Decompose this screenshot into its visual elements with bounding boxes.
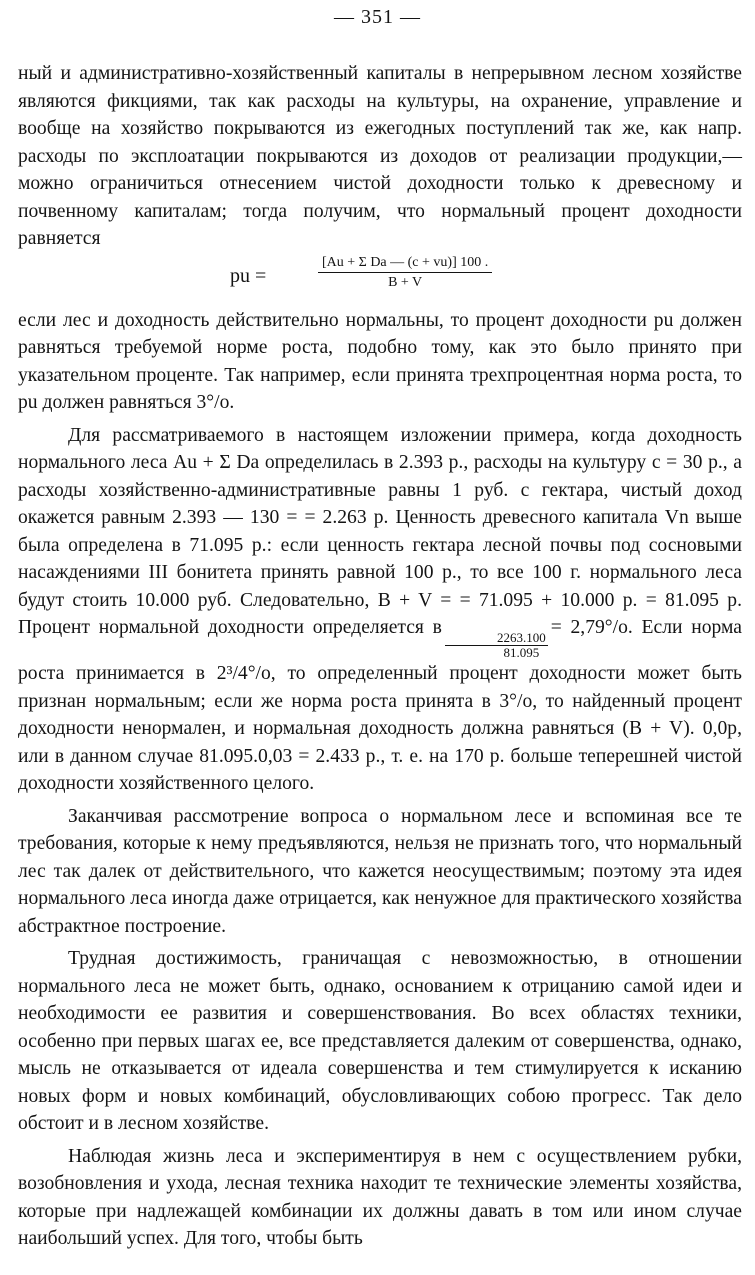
paragraph-3 [18,422,742,798]
paragraph-2: если лес и доходность действительно нормальны, то процент доходности pu должен равняться требуемой норме роста, подобно тому, как это было принято при указательном проценте. Так например, если принята трехпроцентная норма роста, то pu должен равняться 3°/o. [18,309,742,413]
paragraph-1: ный и административно-хозяйственный капиталы в непрерывном лесном хозяйстве являются фикциями, так как расходы на культуры, на охранение, управление и вообще на хозяйство покрываются из ежегодных поступлений так же, как напр. расходы по эксплоатации покрываются из доходов от реализации продукции,— можно ограничиться отнесением чистой доходности только к древесному и почвенному капиталам; тогда получим, что нормальный процент доходности равняется [18,63,742,249]
inline-fraction-denominator: 81.095 [503,645,540,660]
page-number: — 351 — [334,6,421,28]
paragraph-6: Наблюдая жизнь леса и экспериментируя в нем с осуществлением рубки, возобновления и ухода, лесная техника находит те технические элементы хозяйства, которые при надлежащей комбинации их должны давать в том или ином случае наибольший успех. Для того, чтобы быть [18,1145,742,1249]
paragraph-4: Заканчивая рассмотрение вопроса о нормальном лесе и вспоминая все те требования, которые к нему предъявляются, нельзя не признать того, что нормальный лес так далек от действительного, что кажется неосуществимым; поэтому эта идея нормального леса иногда даже отрицается, как ненужное для практического хозяйства абстрактное построение. [18,805,742,937]
formula-normal-percent [18,254,742,304]
formula-numerator: [Au + Σ Da — (c + vu)] 100 . [318,254,492,273]
paragraph-3-text: Для рассматриваемого в настоящем изложении примера, когда доходность нормального леса Au + Σ Da определилась в 2.393 р., расходы на культуру c = 30 р., а расходы хозяйственно-административные равны 1 руб. с гектара, чистый доход окажется равным 2.393 — 130 = = 2.263 р. Ценность древесного капитала Vn выше была определена в 71.095 р.: если ценность гектара лесной почвы под сосновыми насаждениями III бонитета принять равной 100 р., то все 100 г. нормального леса будут стоить 10.000 руб. Следовательно, B + V = = 71.095 + 10.000 р. = 81.095 р. Процент нормальной доходности определяется в [18,424,742,638]
formula-lhs: pu = [230,264,267,287]
formula-denominator: B + V [388,274,423,290]
inline-fraction [445,631,548,660]
body-text [18,60,742,1258]
inline-fraction-numerator: 2263.100 [445,631,548,646]
paragraph-3-continuation: = 2,79°/o. Если норма роста принимается в 2³/4°/o, то определенный процент доходности может быть признан нормальным; если же норма роста принята в 3°/o, то найденный процент доходности ненормален, и нормальная доходность должна равняться (B + V). 0,0p, или в данном случае 81.095.0,03 = 2.433 р., т. е. на 170 р. больше теперешней чистой доходности хозяйственного целого. [18,617,742,794]
paragraph-5: Трудная достижимость, граничащая с невозможностью, в отношении нормального леса не может быть, однако, основанием к отрицанию самой идеи и необходимости ее развития и совершенствования. Во всех областях техники, особенно при первых шагах ее, все представляется далеким от совершенства, однако, мысль не отказывается от идеала совершенства и тем стимулируется к исканию новых форм и новых комбинаций, обусловливающих собою прогресс. Так дело обстоит и в лесном хозяйстве. [18,948,742,1134]
formula-fraction [318,254,492,291]
